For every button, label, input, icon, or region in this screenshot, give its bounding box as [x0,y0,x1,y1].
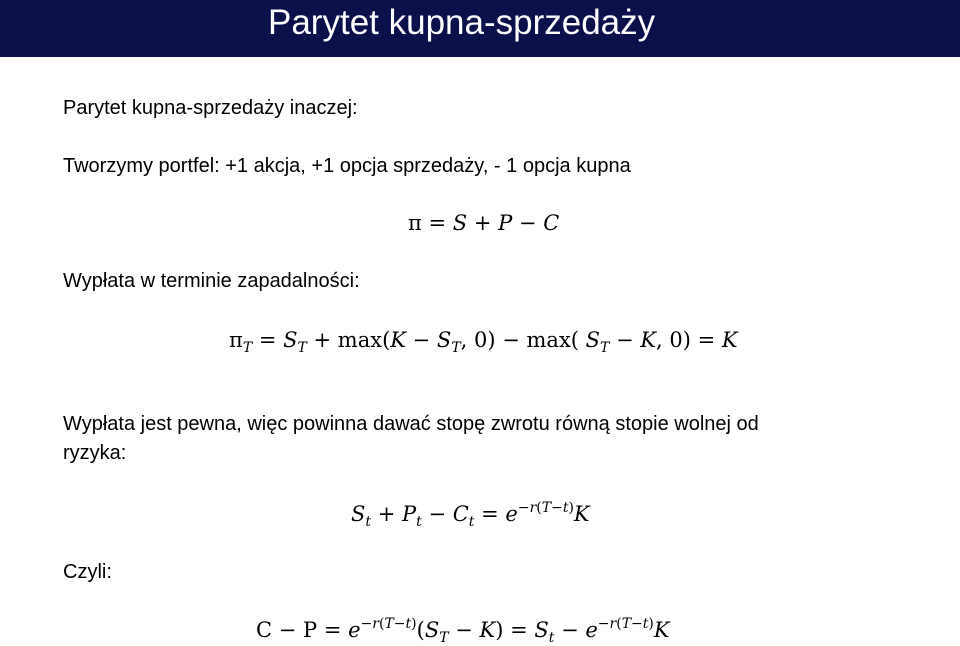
section-heading: Parytet kupna-sprzedaży inaczej: [63,97,358,119]
portfolio-equation: π = S + P − C [408,211,560,235]
certain-payoff-text: Wypłata jest pewna, więc powinna dawać stopę zwrotu równą stopie wolnej od [63,413,759,435]
payoff-label: Wypłata w terminie zapadalności: [63,270,360,292]
slide-title: Parytet kupna-sprzedaży [268,3,656,42]
portfolio-description: Tworzymy portfel: +1 akcja, +1 opcja sprzedaży, - 1 opcja kupna [63,155,631,177]
parity-equation: $C - P = e^{-r(T-t)}(S_T - K) = S_t - e^{-r(T-t)}K$ [256,616,670,646]
conclusion-label: Czyli: [63,561,112,583]
present-value-equation: $S_t + P_t - C_t = e^{-r(T-t)}K$ [351,500,590,530]
title-bar [0,0,960,57]
certain-payoff-text-continued: ryzyka: [63,442,127,464]
payoff-equation: $\pi_T = S_T + \max(K - S_T$, 0) − max( $S_T - K$, 0) = K [229,328,738,356]
